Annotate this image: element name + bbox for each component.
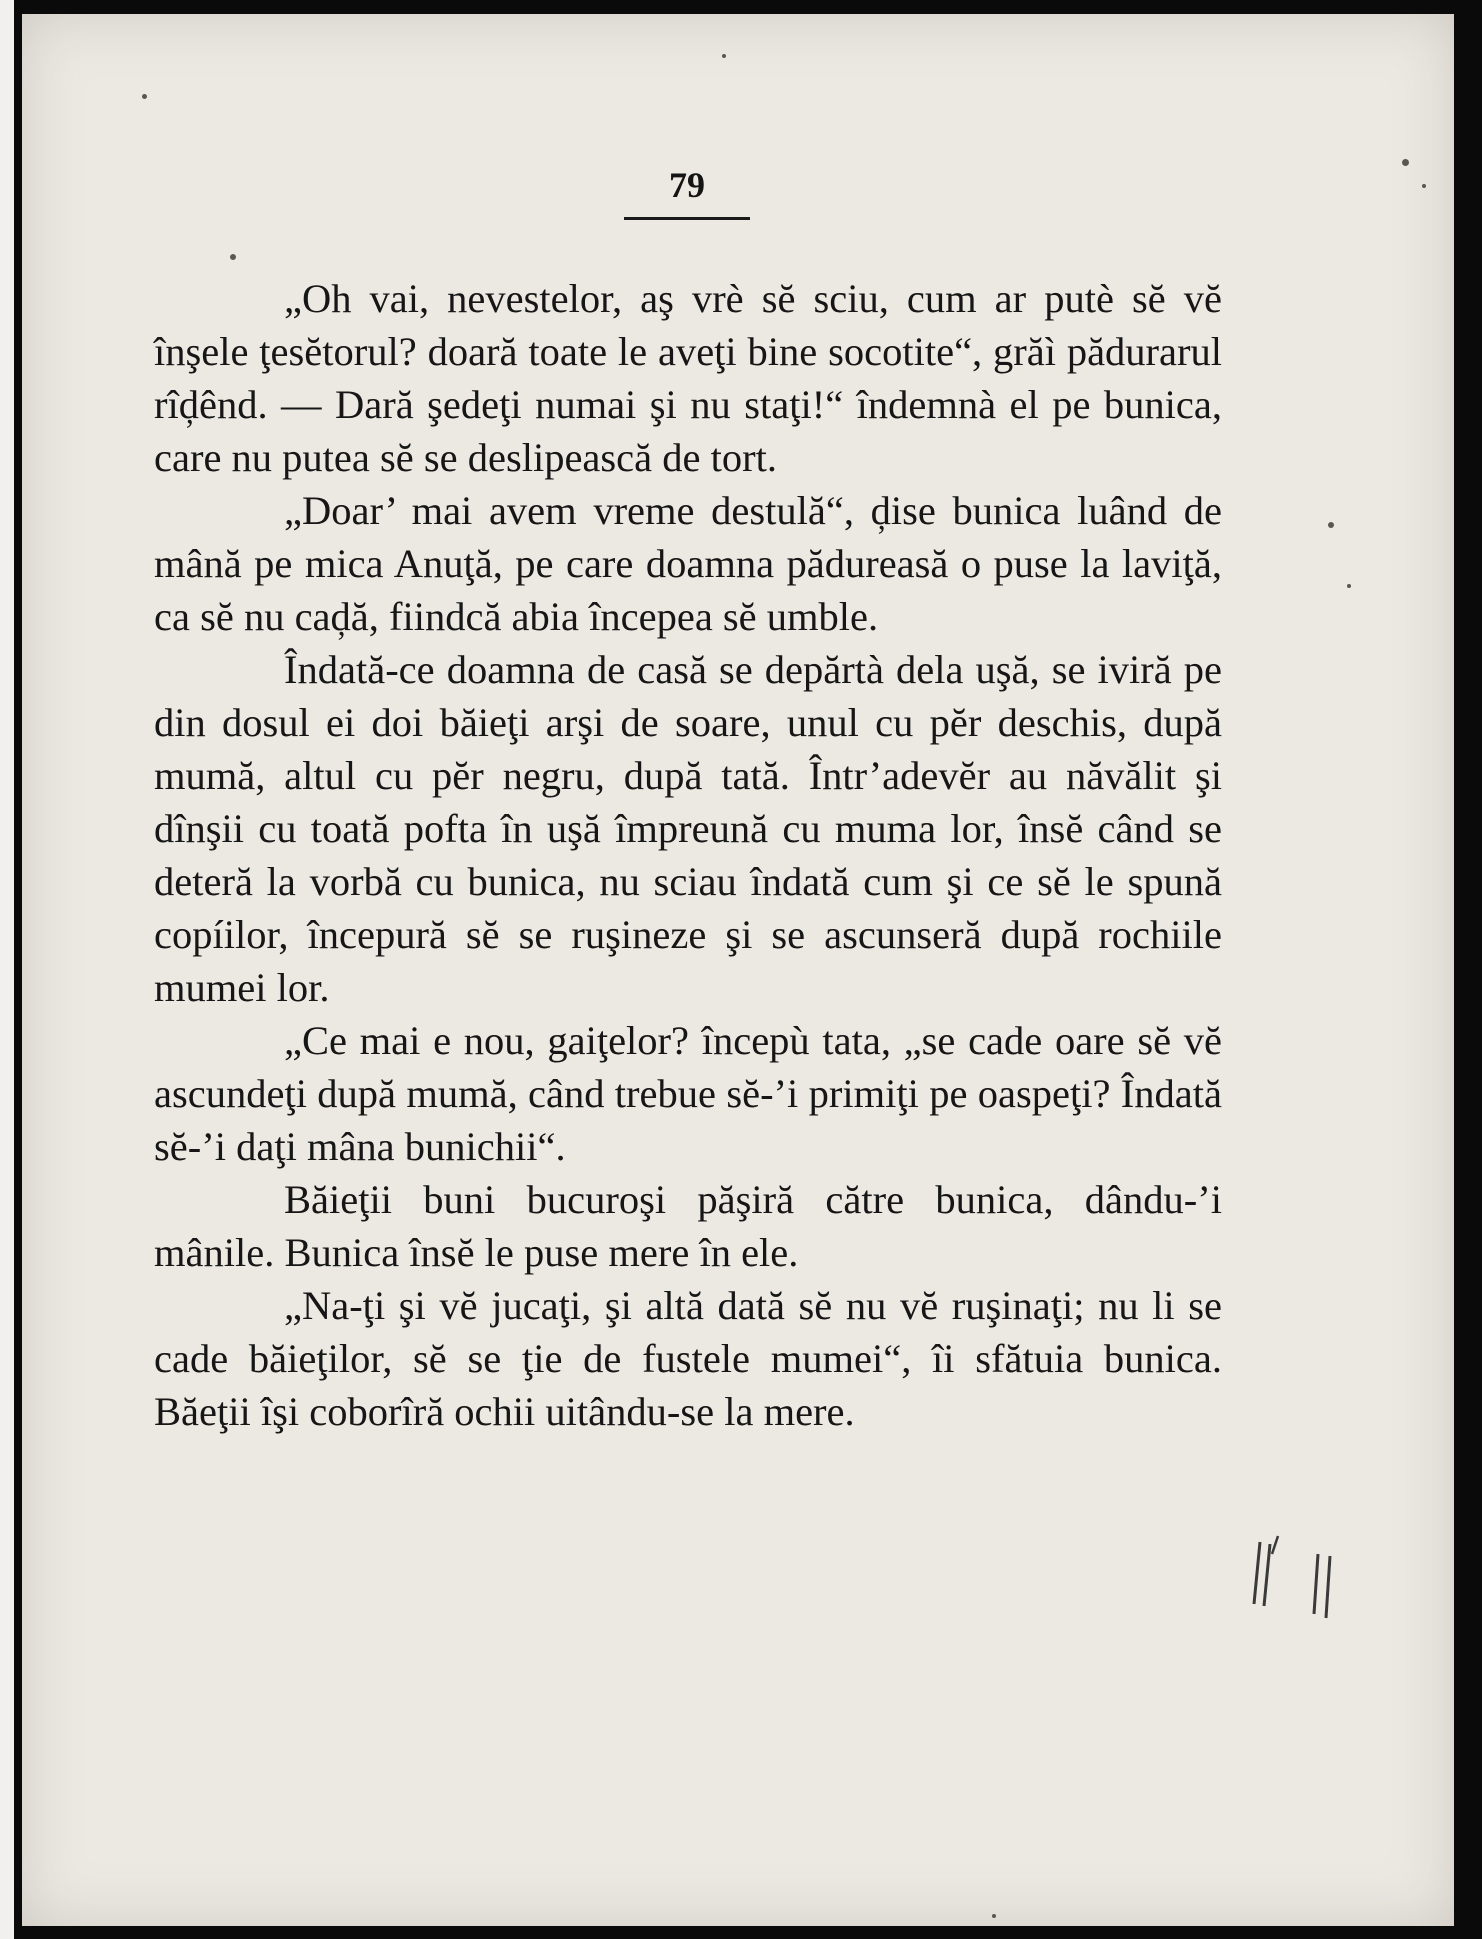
paragraph: „Oh vai, nevestelor, aş vrè sĕ sciu, cum ar putè sĕ vĕ înşele ţesĕtorul? doară toate le aveţi bine socotite“, grăì pădurarul rîḑênd. — Dară şedeţi numai şi nu staţi!“ îndemnà el pe bunica, care nu putea sĕ se deslipească de tort. xyxy=(154,276,1222,480)
scan-speck xyxy=(1347,584,1351,588)
scan-speck xyxy=(992,1914,996,1918)
scan-speck xyxy=(1402,159,1409,166)
paragraph: Îndată-ce doamna de casă se depărtà dela uşă, se iviră pe din dosul ei doi băieţi arşi de soare, unul cu pĕr deschis, după mumă, altul cu pĕr negru, după tată. Într’adevĕr au năvălit şi dînşii cu toată pofta în uşă împreună cu muma lor, însĕ când se deteră la vorbă cu bunica, nu sciau îndată cum şi ce sĕ le spună copíilor, începură sĕ se ruşineze şi se ascunseră după rochiile mumei lor. xyxy=(154,647,1222,1010)
paragraph: „Na-ţi şi vĕ jucaţi, şi altă dată sĕ nu vĕ ruşinaţi; nu li se cade băieţilor, sĕ se ţie de fustele mumei“, îi sfătuia bunica. Băeţii îşi coborîră ochii uitându-se la mere. xyxy=(154,1283,1222,1434)
scan-speck xyxy=(230,254,236,260)
page-number-rule xyxy=(624,217,750,220)
paragraph: Băieţii buni bucuroşi păşiră către bunica, dându-’i mânile. Bunica însĕ le puse mere în ele. xyxy=(154,1177,1222,1275)
page-body xyxy=(154,272,1222,1438)
page-number: 79 xyxy=(669,165,705,205)
paragraph: „Ce mai e nou, gaiţelor? începù tata, „se cade oare sĕ vĕ ascundeţi după mumă, când trebue sĕ-’i primiţi pe oaspeţi? Îndată sĕ-’i daţi mâna bunichii“. xyxy=(154,1018,1222,1169)
book-page xyxy=(22,14,1454,1926)
adjacent-page-edge xyxy=(0,0,14,1939)
scan-speck xyxy=(1422,184,1426,188)
paragraph: „Doar’ mai avem vreme destulă“, ḑise bunica luând de mână pe mica Anuţă, pe care doamna pădureasă o puse la laviţă, ca sĕ nu caḑă, fiindcă abia începea sĕ umble. xyxy=(154,488,1222,639)
scan-speck xyxy=(722,54,726,58)
pencil-mark-icon xyxy=(1248,1534,1358,1644)
scan-speck xyxy=(142,94,147,99)
scan-speck xyxy=(1328,522,1334,528)
